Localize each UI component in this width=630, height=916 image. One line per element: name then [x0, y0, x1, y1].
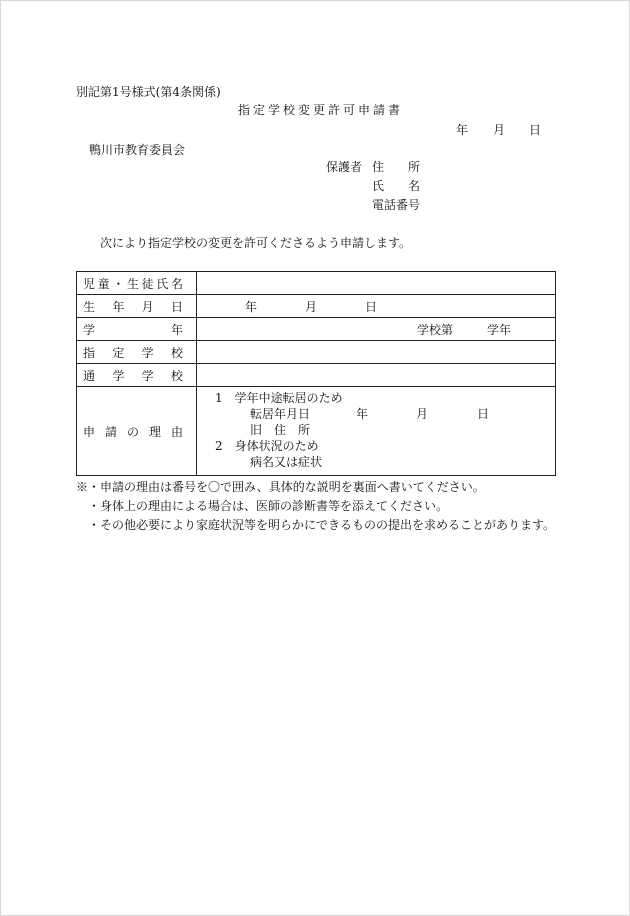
row-student-name: [77, 272, 556, 295]
reason-1-month: 月: [416, 407, 429, 421]
reason-label: 申 請 の 理 由: [77, 387, 197, 476]
note-3: ・その他必要により家庭状況等を明らかにできるものの提出を求めることがあります。: [88, 518, 556, 532]
birthdate-field[interactable]: 年 月 日: [197, 295, 556, 318]
designated-school-field[interactable]: [197, 341, 556, 364]
attending-school-label: 通 学 学 校: [77, 364, 197, 387]
reason-1-old-address: 旧 住 所: [250, 423, 311, 437]
reason-2-condition: 病名又は症状: [250, 455, 323, 469]
addressee: 鴨川市教育委員会: [89, 143, 186, 157]
notes: [76, 478, 555, 535]
request-text: 次により指定学校の変更を許可くださるよう申請します。: [100, 236, 412, 250]
reason-1: 1 学年中途転居のため: [215, 391, 343, 405]
reason-1-date-label: 転居年月日: [250, 407, 311, 421]
note-2: ・身体上の理由による場合は、医師の診断書等を添えてください。: [88, 499, 449, 513]
reason-1-year: 年: [356, 407, 369, 421]
student-name-label: 児 童 ・ 生 徒 氏 名: [77, 272, 197, 295]
reason-field[interactable]: [197, 387, 556, 476]
birthdate-label: 生 年 月 日: [77, 295, 197, 318]
attending-school-field[interactable]: [197, 364, 556, 387]
row-birthdate: [77, 295, 556, 318]
application-table: [76, 271, 556, 476]
reason-1-day: 日: [477, 407, 490, 421]
date-day: 日: [529, 123, 542, 137]
guardian-label: 保護者: [326, 160, 363, 174]
row-reason: [77, 387, 556, 476]
guardian-phone-label: 電話番号: [372, 198, 421, 212]
document-title: 指定学校変更許可申請書: [238, 103, 404, 117]
guardian-name-label: 氏 名: [372, 179, 421, 193]
designated-school-label: 指 定 学 校: [77, 341, 197, 364]
row-attending-school: [77, 364, 556, 387]
form-number: 別記第1号様式(第4条関係): [76, 85, 221, 99]
date-year: 年: [456, 123, 469, 137]
note-1: ※・申請の理由は番号を〇で囲み、具体的な説明を裏面へ書いてください。: [76, 480, 485, 494]
grade-label: 学 年: [77, 318, 197, 341]
guardian-address-label: 住 所: [372, 160, 421, 174]
row-designated-school: [77, 341, 556, 364]
reason-2: 2 身体状況のため: [215, 439, 319, 453]
date-month: 月: [493, 123, 506, 137]
grade-field[interactable]: 学校第 学年: [197, 318, 556, 341]
student-name-field[interactable]: [197, 272, 556, 295]
row-grade: [77, 318, 556, 341]
